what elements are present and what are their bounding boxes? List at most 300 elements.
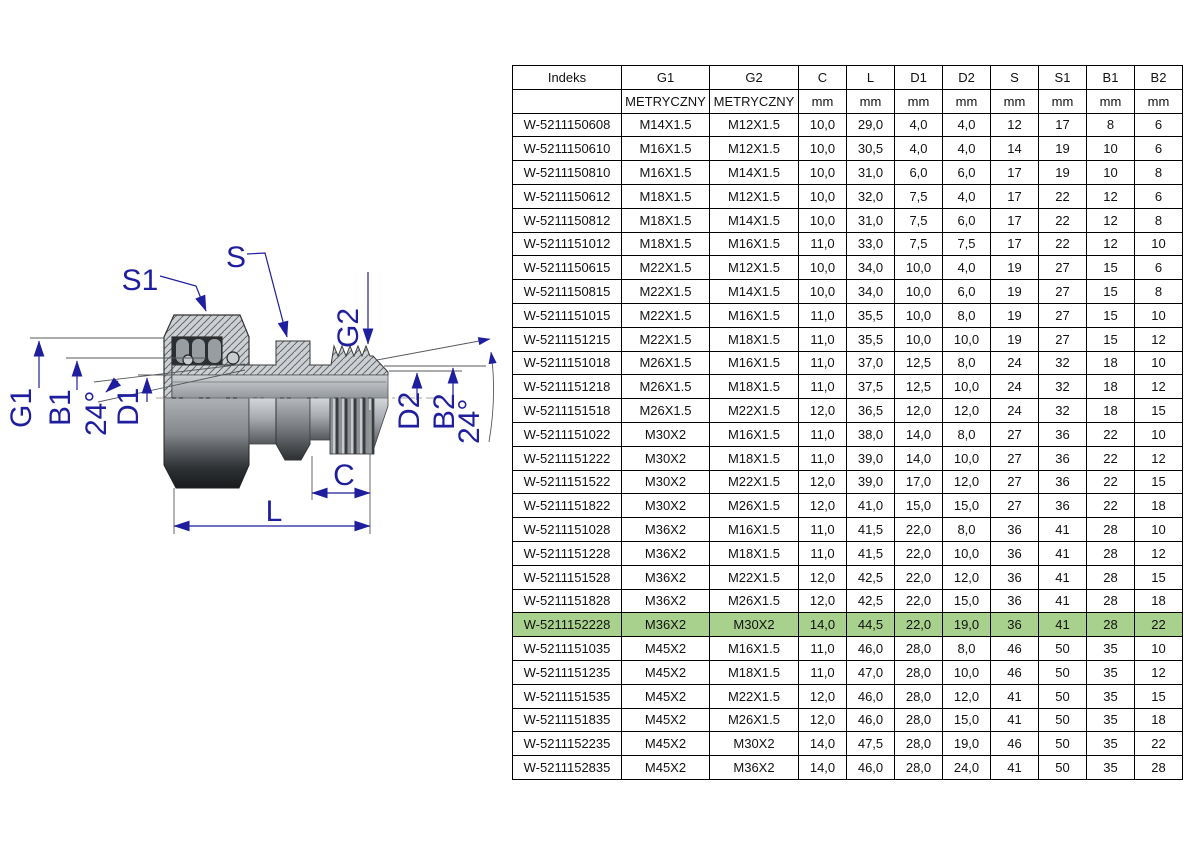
value-cell: 8	[1135, 208, 1183, 232]
value-cell: 12	[1087, 232, 1135, 256]
body-external	[249, 398, 276, 444]
value-cell: 4,0	[895, 113, 943, 137]
table-row	[513, 256, 1183, 280]
hex-external	[276, 398, 310, 460]
value-cell: 19,0	[943, 732, 991, 756]
value-cell: M22X1.5	[622, 303, 710, 327]
value-cell: M18X1.5	[710, 327, 799, 351]
value-cell: 10	[1135, 303, 1183, 327]
value-cell: 15	[1087, 327, 1135, 351]
table-row	[513, 137, 1183, 161]
value-cell: 12	[1087, 208, 1135, 232]
table-row	[513, 708, 1183, 732]
s1-leader	[160, 276, 206, 311]
cone-tip-external	[374, 398, 388, 448]
value-cell: M16X1.5	[710, 422, 799, 446]
dim-label-b1: B1	[44, 389, 77, 426]
indeks-cell: W-5211151518	[513, 399, 622, 423]
unit-cell: METRYCZNY	[710, 89, 799, 113]
value-cell: 8	[1135, 161, 1183, 185]
value-cell: M36X2	[622, 589, 710, 613]
table-row	[513, 280, 1183, 304]
value-cell: 12	[1087, 184, 1135, 208]
indeks-cell: W-5211150815	[513, 280, 622, 304]
value-cell: 4,0	[943, 184, 991, 208]
indeks-cell: W-5211150608	[513, 113, 622, 137]
value-cell: 10,0	[799, 113, 847, 137]
value-cell: M14X1.5	[710, 280, 799, 304]
value-cell: 50	[1039, 708, 1087, 732]
value-cell: 36	[1039, 422, 1087, 446]
value-cell: 46	[991, 637, 1039, 661]
value-cell: 41	[1039, 565, 1087, 589]
value-cell: 27	[1039, 303, 1087, 327]
value-cell: 41	[991, 756, 1039, 780]
value-cell: M16X1.5	[710, 518, 799, 542]
value-cell: 11,0	[799, 637, 847, 661]
value-cell: 12,5	[895, 375, 943, 399]
dim-label-g2: G2	[332, 307, 365, 348]
table-row	[513, 232, 1183, 256]
value-cell: 46,0	[847, 708, 895, 732]
value-cell: M36X2	[622, 565, 710, 589]
indeks-cell: W-5211150810	[513, 161, 622, 185]
value-cell: 41	[1039, 541, 1087, 565]
value-cell: 10,0	[943, 541, 991, 565]
value-cell: M22X1.5	[622, 256, 710, 280]
value-cell: M14X1.5	[622, 113, 710, 137]
value-cell: 37,0	[847, 351, 895, 375]
value-cell: 28,0	[895, 732, 943, 756]
value-cell: 22	[1087, 494, 1135, 518]
indeks-cell: W-5211151012	[513, 232, 622, 256]
value-cell: 22	[1039, 208, 1087, 232]
value-cell: 10,0	[799, 184, 847, 208]
value-cell: 37,5	[847, 375, 895, 399]
value-cell: M22X1.5	[622, 327, 710, 351]
value-cell: 28,0	[895, 684, 943, 708]
value-cell: 22	[1087, 422, 1135, 446]
col-header: D2	[943, 66, 991, 90]
value-cell: 10,0	[895, 256, 943, 280]
value-cell: 31,0	[847, 161, 895, 185]
value-cell: 36	[1039, 470, 1087, 494]
col-header: S	[991, 66, 1039, 90]
value-cell: M36X2	[710, 756, 799, 780]
indeks-cell: W-5211150610	[513, 137, 622, 161]
dim-label-angle-left: 24°	[80, 390, 113, 436]
dim-label-s1: S1	[121, 264, 159, 297]
value-cell: M30X2	[622, 494, 710, 518]
dim-label-angle-right: 24°	[453, 398, 486, 444]
indeks-cell: W-5211151022	[513, 422, 622, 446]
value-cell: 19	[991, 280, 1039, 304]
value-cell: 50	[1039, 732, 1087, 756]
value-cell: 34,0	[847, 280, 895, 304]
value-cell: 41	[1039, 613, 1087, 637]
dim-label-d1: D1	[112, 387, 145, 426]
value-cell: 24	[991, 351, 1039, 375]
value-cell: 19,0	[943, 613, 991, 637]
value-cell: M45X2	[622, 637, 710, 661]
value-cell: 10	[1135, 351, 1183, 375]
value-cell: 19	[1039, 137, 1087, 161]
value-cell: 8	[1087, 113, 1135, 137]
value-cell: 7,5	[895, 184, 943, 208]
value-cell: 28,0	[895, 660, 943, 684]
table-row	[513, 184, 1183, 208]
value-cell: 41	[991, 684, 1039, 708]
value-cell: 12,0	[799, 399, 847, 423]
dim-label-g1: G1	[5, 387, 38, 428]
value-cell: 36	[1039, 494, 1087, 518]
value-cell: 35	[1087, 660, 1135, 684]
value-cell: M22X1.5	[710, 565, 799, 589]
unit-cell	[513, 89, 622, 113]
value-cell: 41	[1039, 518, 1087, 542]
table-row	[513, 446, 1183, 470]
value-cell: 27	[991, 422, 1039, 446]
header-row	[513, 66, 1183, 90]
value-cell: 24	[991, 375, 1039, 399]
indeks-cell: W-5211151235	[513, 660, 622, 684]
value-cell: 15,0	[943, 589, 991, 613]
value-cell: M26X1.5	[710, 494, 799, 518]
value-cell: M26X1.5	[622, 399, 710, 423]
value-cell: 18	[1135, 589, 1183, 613]
value-cell: 22	[1039, 232, 1087, 256]
value-cell: 28,0	[895, 637, 943, 661]
table-row	[513, 208, 1183, 232]
value-cell: 22,0	[895, 613, 943, 637]
value-cell: 12,0	[799, 494, 847, 518]
value-cell: 15	[1087, 256, 1135, 280]
value-cell: 12,0	[799, 589, 847, 613]
fitting-technical-drawing	[0, 240, 510, 570]
value-cell: 12,5	[895, 351, 943, 375]
value-cell: 28	[1087, 613, 1135, 637]
value-cell: 10,0	[943, 375, 991, 399]
value-cell: 36	[991, 565, 1039, 589]
table-row	[513, 732, 1183, 756]
table-row	[513, 518, 1183, 542]
value-cell: 10,0	[895, 280, 943, 304]
value-cell: M12X1.5	[710, 256, 799, 280]
value-cell: 14,0	[799, 613, 847, 637]
value-cell: M16X1.5	[710, 351, 799, 375]
value-cell: 8,0	[943, 422, 991, 446]
indeks-cell: W-5211151528	[513, 565, 622, 589]
value-cell: 50	[1039, 684, 1087, 708]
value-cell: M18X1.5	[710, 660, 799, 684]
value-cell: 10	[1135, 637, 1183, 661]
value-cell: M18X1.5	[710, 541, 799, 565]
value-cell: 6	[1135, 184, 1183, 208]
value-cell: 15	[1087, 280, 1135, 304]
value-cell: 12,0	[799, 470, 847, 494]
value-cell: 4,0	[895, 137, 943, 161]
value-cell: 11,0	[799, 232, 847, 256]
value-cell: M16X1.5	[622, 137, 710, 161]
table-row	[513, 327, 1183, 351]
value-cell: 7,5	[943, 232, 991, 256]
value-cell: 47,0	[847, 660, 895, 684]
value-cell: 6	[1135, 256, 1183, 280]
value-cell: M30X2	[710, 732, 799, 756]
col-header: S1	[1039, 66, 1087, 90]
value-cell: 12	[1135, 446, 1183, 470]
indeks-cell: W-5211151015	[513, 303, 622, 327]
dim-label-s: S	[225, 241, 247, 274]
value-cell: 35,5	[847, 303, 895, 327]
value-cell: 22,0	[895, 541, 943, 565]
value-cell: 22	[1087, 446, 1135, 470]
value-cell: 11,0	[799, 446, 847, 470]
value-cell: 46,0	[847, 637, 895, 661]
value-cell: 28	[1087, 565, 1135, 589]
value-cell: 12	[1135, 660, 1183, 684]
value-cell: 12	[991, 113, 1039, 137]
value-cell: 11,0	[799, 375, 847, 399]
value-cell: M26X1.5	[710, 589, 799, 613]
value-cell: 18	[1087, 351, 1135, 375]
value-cell: 32	[1039, 399, 1087, 423]
value-cell: 11,0	[799, 541, 847, 565]
cutting-ring	[227, 352, 239, 364]
value-cell: 10,0	[895, 303, 943, 327]
col-header: C	[799, 66, 847, 90]
value-cell: 15	[1135, 684, 1183, 708]
value-cell: 15	[1135, 565, 1183, 589]
value-cell: M16X1.5	[710, 232, 799, 256]
value-cell: 7,5	[895, 232, 943, 256]
value-cell: 22	[1039, 184, 1087, 208]
value-cell: 12,0	[799, 565, 847, 589]
dim-label-c: C	[333, 459, 355, 492]
value-cell: 36,5	[847, 399, 895, 423]
value-cell: 17	[991, 184, 1039, 208]
value-cell: 35	[1087, 708, 1135, 732]
table-row	[513, 589, 1183, 613]
value-cell: 22,0	[895, 565, 943, 589]
value-cell: 10,0	[943, 660, 991, 684]
table-row	[513, 351, 1183, 375]
table-row	[513, 660, 1183, 684]
table-row	[513, 756, 1183, 780]
value-cell: M30X2	[622, 446, 710, 470]
spec-table	[512, 65, 1183, 780]
value-cell: 41,0	[847, 494, 895, 518]
table-row	[513, 161, 1183, 185]
indeks-cell: W-5211152235	[513, 732, 622, 756]
indeks-cell: W-5211151228	[513, 541, 622, 565]
value-cell: 19	[991, 327, 1039, 351]
indeks-cell: W-5211150615	[513, 256, 622, 280]
value-cell: 36	[991, 613, 1039, 637]
unit-cell: mm	[847, 89, 895, 113]
col-header: G2	[710, 66, 799, 90]
value-cell: M26X1.5	[622, 351, 710, 375]
value-cell: 27	[1039, 256, 1087, 280]
value-cell: 27	[991, 470, 1039, 494]
value-cell: 14,0	[799, 732, 847, 756]
value-cell: 42,5	[847, 589, 895, 613]
value-cell: M16X1.5	[710, 637, 799, 661]
value-cell: 50	[1039, 660, 1087, 684]
indeks-cell: W-5211152835	[513, 756, 622, 780]
value-cell: 17	[991, 161, 1039, 185]
unit-cell: mm	[1135, 89, 1183, 113]
value-cell: 50	[1039, 637, 1087, 661]
indeks-cell: W-5211151028	[513, 518, 622, 542]
value-cell: 10,0	[799, 161, 847, 185]
value-cell: M36X2	[622, 518, 710, 542]
value-cell: M12X1.5	[710, 184, 799, 208]
value-cell: 8,0	[943, 637, 991, 661]
value-cell: 6	[1135, 137, 1183, 161]
value-cell: 22	[1135, 732, 1183, 756]
value-cell: 18	[1087, 375, 1135, 399]
value-cell: 12,0	[799, 684, 847, 708]
value-cell: 15	[1135, 470, 1183, 494]
value-cell: 36	[991, 541, 1039, 565]
value-cell: 10,0	[943, 446, 991, 470]
value-cell: 17	[991, 208, 1039, 232]
value-cell: 19	[991, 303, 1039, 327]
value-cell: 50	[1039, 756, 1087, 780]
value-cell: 15	[1087, 303, 1135, 327]
value-cell: 22,0	[895, 518, 943, 542]
table-row	[513, 422, 1183, 446]
indeks-cell: W-5211151828	[513, 589, 622, 613]
value-cell: 18	[1135, 494, 1183, 518]
value-cell: 47,5	[847, 732, 895, 756]
value-cell: 36	[991, 518, 1039, 542]
nut-thread-crest	[192, 339, 205, 363]
value-cell: M45X2	[622, 660, 710, 684]
value-cell: 35	[1087, 732, 1135, 756]
indeks-cell: W-5211151522	[513, 470, 622, 494]
indeks-cell: W-5211150812	[513, 208, 622, 232]
value-cell: 28	[1087, 589, 1135, 613]
value-cell: 24,0	[943, 756, 991, 780]
unit-cell: mm	[1039, 89, 1087, 113]
value-cell: M22X1.5	[622, 280, 710, 304]
value-cell: 14,0	[799, 756, 847, 780]
value-cell: 32	[1039, 351, 1087, 375]
value-cell: 11,0	[799, 422, 847, 446]
value-cell: 7,5	[895, 208, 943, 232]
indeks-cell: W-5211151215	[513, 327, 622, 351]
table-row	[513, 541, 1183, 565]
value-cell: 15,0	[943, 494, 991, 518]
value-cell: 6,0	[943, 280, 991, 304]
value-cell: 35	[1087, 756, 1135, 780]
value-cell: 41	[991, 708, 1039, 732]
value-cell: M22X1.5	[710, 470, 799, 494]
table-row	[513, 113, 1183, 137]
value-cell: M30X2	[622, 470, 710, 494]
value-cell: 6,0	[943, 161, 991, 185]
value-cell: 27	[991, 446, 1039, 470]
value-cell: 18	[1087, 399, 1135, 423]
nut-thread-crest	[208, 339, 221, 363]
value-cell: M45X2	[622, 708, 710, 732]
value-cell: 33,0	[847, 232, 895, 256]
value-cell: M36X2	[622, 541, 710, 565]
indeks-cell: W-5211150612	[513, 184, 622, 208]
value-cell: 8	[1135, 280, 1183, 304]
table-row	[513, 684, 1183, 708]
value-cell: 32	[1039, 375, 1087, 399]
value-cell: M22X1.5	[710, 684, 799, 708]
indeks-cell: W-5211151535	[513, 684, 622, 708]
table-row	[513, 303, 1183, 327]
value-cell: 4,0	[943, 137, 991, 161]
value-cell: 28	[1087, 541, 1135, 565]
value-cell: 11,0	[799, 303, 847, 327]
value-cell: 27	[991, 494, 1039, 518]
value-cell: 17	[1039, 113, 1087, 137]
table-row	[513, 613, 1183, 637]
value-cell: M45X2	[622, 756, 710, 780]
value-cell: 34,0	[847, 256, 895, 280]
value-cell: 11,0	[799, 327, 847, 351]
dim-label-b2: B2	[428, 393, 461, 430]
unit-cell: METRYCZNY	[622, 89, 710, 113]
value-cell: M16X1.5	[622, 161, 710, 185]
value-cell: 10,0	[943, 327, 991, 351]
value-cell: 11,0	[799, 660, 847, 684]
value-cell: M16X1.5	[710, 303, 799, 327]
spec-table-head	[513, 66, 1183, 114]
value-cell: 39,0	[847, 446, 895, 470]
value-cell: 19	[991, 256, 1039, 280]
value-cell: M14X1.5	[710, 208, 799, 232]
value-cell: 36	[1039, 446, 1087, 470]
value-cell: M14X1.5	[710, 161, 799, 185]
value-cell: 12,0	[943, 565, 991, 589]
value-cell: 6	[1135, 113, 1183, 137]
table-row	[513, 375, 1183, 399]
value-cell: 12	[1135, 541, 1183, 565]
value-cell: 18	[1135, 708, 1183, 732]
value-cell: 10	[1087, 161, 1135, 185]
value-cell: M18X1.5	[710, 446, 799, 470]
value-cell: 12	[1135, 327, 1183, 351]
table-row	[513, 494, 1183, 518]
value-cell: 10,0	[895, 327, 943, 351]
table-row	[513, 565, 1183, 589]
indeks-cell: W-5211151018	[513, 351, 622, 375]
value-cell: 27	[1039, 327, 1087, 351]
value-cell: 22,0	[895, 589, 943, 613]
unit-cell: mm	[895, 89, 943, 113]
value-cell: 46,0	[847, 684, 895, 708]
value-cell: 11,0	[799, 518, 847, 542]
value-cell: M26X1.5	[710, 708, 799, 732]
col-header: B1	[1087, 66, 1135, 90]
value-cell: 28	[1135, 756, 1183, 780]
value-cell: 10,0	[799, 208, 847, 232]
value-cell: 17,0	[895, 470, 943, 494]
s-leader	[247, 253, 287, 337]
value-cell: 22	[1087, 470, 1135, 494]
unit-cell: mm	[1087, 89, 1135, 113]
value-cell: 6,0	[895, 161, 943, 185]
indeks-cell: W-5211151218	[513, 375, 622, 399]
value-cell: 14,0	[895, 446, 943, 470]
